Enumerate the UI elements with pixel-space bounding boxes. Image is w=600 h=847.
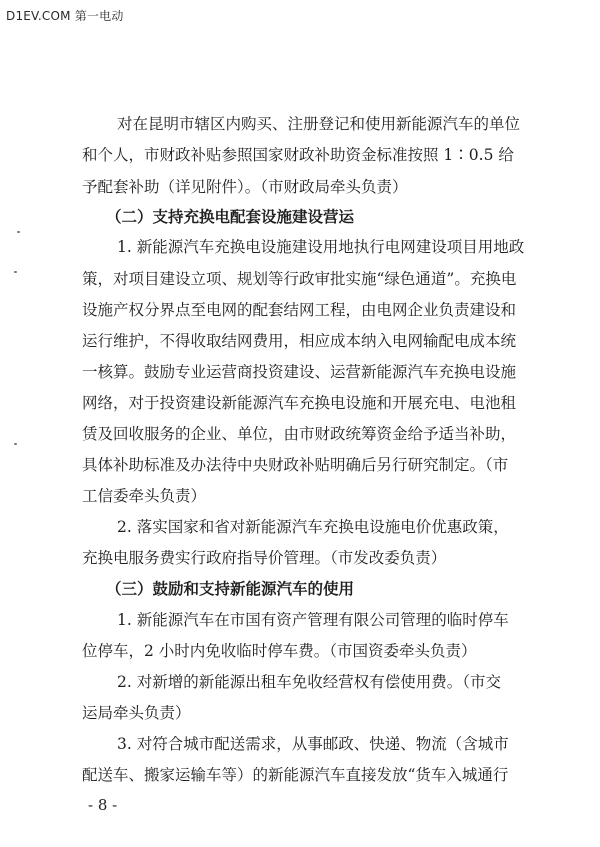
text-line: 运局牵头负责） bbox=[82, 704, 191, 722]
text-line: 2. 对新增的新能源出租车免收经营权有偿使用费。（市交 bbox=[117, 673, 501, 691]
text-line: 一核算。鼓励专业运营商投资建设、运营新能源汽车充换电设施 bbox=[82, 363, 517, 381]
text-line: 对在昆明市辖区内购买、注册登记和使用新能源汽车的单位 bbox=[117, 115, 521, 133]
text-line: 1. 新能源汽车充换电设施建设用地执行电网建设项目用地政 bbox=[117, 238, 525, 256]
text-line: 3. 对符合城市配送需求，从事邮政、快递、物流（含城市 bbox=[117, 735, 509, 753]
section-heading: （三）鼓励和支持新能源汽车的使用 bbox=[106, 579, 355, 598]
text-line: 网络，对于投资建设新能源汽车充换电设施和开展充电、电池租 bbox=[82, 394, 517, 412]
page-number: - 8 - bbox=[88, 796, 118, 814]
text-line: 1. 新能源汽车在市国有资产管理有限公司管理的临时停车 bbox=[117, 611, 509, 629]
text-line: 运行维护，不得收取结网费用，相应成本纳入电网输配电成本统 bbox=[82, 332, 517, 350]
section-heading: （二）支持充换电配套设施建设营运 bbox=[106, 207, 355, 226]
scan-speck bbox=[14, 443, 17, 445]
scan-speck bbox=[17, 231, 20, 233]
text-line: 策，对项目建设立项、规划等行政审批实施“绿色通道”。充换电 bbox=[82, 270, 517, 288]
text-line: 配送车、搬家运输车等）的新能源汽车直接发放“货车入城通行 bbox=[82, 766, 509, 784]
text-line: 和个人，市财政补贴参照国家财政补助资金标准按照 1∶0.5 给 bbox=[82, 146, 514, 164]
text-line: 充换电服务费实行政府指导价管理。（市发改委负责） bbox=[82, 549, 447, 567]
watermark: D1EV.COM 第一电动 bbox=[6, 9, 124, 23]
scan-speck bbox=[14, 271, 17, 273]
text-line: 赁及回收服务的企业、单位，由市财政统筹资金给予适当补助， bbox=[82, 425, 517, 443]
text-line: 具体补助标准及办法待中央财政补贴明确后另行研究制定。（市 bbox=[82, 456, 509, 474]
text-line: 设施产权分界点至电网的配套结网工程，由电网企业负责建设和 bbox=[82, 301, 517, 319]
text-line: 予配套补助（详见附件）。（市财政局牵头负责） bbox=[82, 178, 408, 196]
text-line: 工信委牵头负责） bbox=[82, 487, 207, 505]
text-line: 位停车，2 小时内免收临时停车费。（市国资委牵头负责） bbox=[82, 642, 477, 660]
text-line: 2. 落实国家和省对新能源汽车充换电设施电价优惠政策， bbox=[117, 518, 509, 536]
